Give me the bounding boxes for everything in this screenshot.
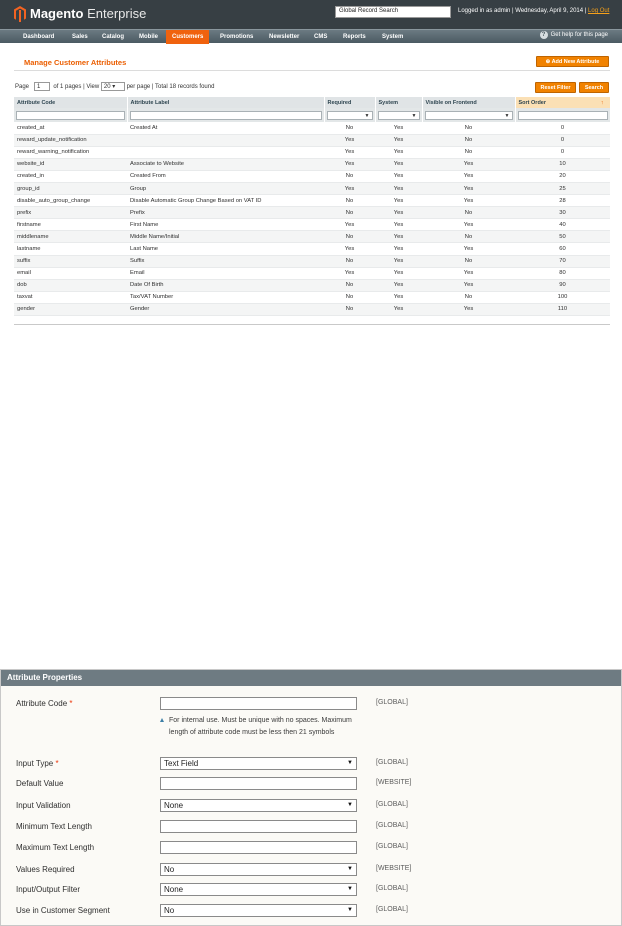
cell-required: No [324, 255, 375, 267]
help-text: Get help for this page [550, 32, 608, 38]
cell-system: Yes [375, 182, 422, 194]
cell-attribute-code: reward_warning_notification [14, 146, 127, 158]
brand-logo [30, 6, 146, 21]
cell-attribute-code: lastname [14, 243, 127, 255]
io-filter-scope: [GLOBAL] [376, 885, 408, 892]
sort-asc-icon: ↑ [600, 99, 604, 106]
dropdown-arrow-icon: ▼ [347, 802, 353, 808]
min-text-length-scope: [GLOBAL] [376, 822, 408, 829]
nav-promotions[interactable]: Promotions [220, 34, 254, 40]
help-icon: ? [540, 31, 548, 39]
attribute-code-label-text: Attribute Code [16, 699, 68, 708]
table-row[interactable] [14, 146, 610, 158]
default-value-label: Default Value [16, 779, 64, 788]
input-type-scope: [GLOBAL] [376, 759, 408, 766]
per-page-select[interactable]: 20 ▾ [101, 82, 125, 91]
input-validation-select[interactable] [160, 799, 357, 812]
cell-visible-frontend: No [422, 255, 515, 267]
col-attribute-code[interactable]: Attribute Code [14, 97, 127, 108]
customer-segment-scope: [GLOBAL] [376, 906, 408, 913]
page-input[interactable]: 1 [34, 82, 50, 91]
col-sort-order-label: Sort Order [518, 99, 547, 106]
values-required-value: No [164, 865, 175, 874]
cell-required: No [324, 170, 375, 182]
default-value-input[interactable] [160, 777, 357, 790]
global-search-input[interactable]: Global Record Search [335, 6, 451, 18]
cell-attribute-code: reward_update_notification [14, 134, 127, 146]
manage-attributes-screen [0, 0, 622, 329]
table-row[interactable] [14, 243, 610, 255]
nav-mobile[interactable]: Mobile [139, 34, 158, 40]
cell-attribute-label: Suffix [127, 255, 324, 267]
cell-system: Yes [375, 243, 422, 255]
table-row[interactable] [14, 219, 610, 231]
cell-system: Yes [375, 267, 422, 279]
default-value-scope: [WEBSITE] [376, 779, 412, 786]
attribute-code-scope: [GLOBAL] [376, 699, 408, 706]
attribute-properties-panel [0, 669, 622, 926]
cell-attribute-label: Gender [127, 303, 324, 315]
nav-catalog[interactable]: Catalog [102, 34, 125, 40]
cell-sort-order: 0 [515, 146, 610, 158]
cell-visible-frontend: No [422, 231, 515, 243]
cell-sort-order: 110 [515, 303, 610, 315]
cell-attribute-code: prefix [14, 207, 127, 219]
cell-sort-order: 100 [515, 291, 610, 303]
total-records: Total 18 records found [155, 84, 215, 91]
cell-visible-frontend: Yes [422, 182, 515, 194]
input-validation-label: Input Validation [16, 801, 71, 810]
cell-attribute-label: First Name [127, 219, 324, 231]
cell-required: No [324, 231, 375, 243]
dropdown-arrow-icon: ▼ [347, 866, 353, 872]
dropdown-arrow-icon: ▼ [347, 907, 353, 913]
table-row[interactable] [14, 134, 610, 146]
filter-visible-select[interactable] [425, 111, 513, 120]
cell-attribute-label: Created From [127, 170, 324, 182]
cell-attribute-code: gender [14, 303, 127, 315]
cell-attribute-label: Associate to Website [127, 158, 324, 170]
max-text-length-scope: [GLOBAL] [376, 843, 408, 850]
admin-header [0, 0, 622, 29]
note-arrow-icon [160, 718, 164, 722]
cell-system: Yes [375, 291, 422, 303]
values-required-scope: [WEBSITE] [376, 865, 412, 872]
cell-system: Yes [375, 170, 422, 182]
cell-visible-frontend: Yes [422, 219, 515, 231]
grid-bottom-rule [14, 324, 610, 325]
cell-visible-frontend: Yes [422, 170, 515, 182]
cell-visible-frontend: Yes [422, 158, 515, 170]
filter-sort-order[interactable] [518, 111, 608, 120]
io-filter-select[interactable] [160, 883, 357, 896]
note-text: For internal use. Must be unique with no spaces. Maximum length of attribute code must be less then 21 symbols [169, 717, 352, 736]
input-type-select[interactable] [160, 757, 357, 770]
customer-segment-label: Use in Customer Segment [16, 906, 110, 915]
dropdown-arrow-icon: ▼ [347, 760, 353, 766]
min-text-length-input[interactable] [160, 820, 357, 833]
cell-attribute-label: Disable Automatic Group Change Based on VAT ID [127, 195, 324, 207]
logout-link[interactable]: Log Out [588, 8, 610, 14]
cell-sort-order: 60 [515, 243, 610, 255]
cell-visible-frontend: Yes [422, 279, 515, 291]
table-row[interactable] [14, 291, 610, 303]
cell-required: No [324, 122, 375, 134]
cell-system: Yes [375, 279, 422, 291]
cell-required: No [324, 195, 375, 207]
max-text-length-input[interactable] [160, 841, 357, 854]
header-user-info: Logged in as admin | Wednesday, April 9, 2014 | Log Out [458, 8, 610, 14]
filter-system-select[interactable] [378, 111, 420, 120]
cell-sort-order: 70 [515, 255, 610, 267]
cell-attribute-code: suffix [14, 255, 127, 267]
cell-required: Yes [324, 146, 375, 158]
attributes-grid [14, 97, 611, 316]
cell-attribute-code: website_id [14, 158, 127, 170]
nav-newsletter[interactable]: Newsletter [269, 34, 300, 40]
brand-edition: Enterprise [87, 6, 147, 21]
cell-required: Yes [324, 182, 375, 194]
nav-system[interactable]: System [382, 34, 404, 40]
cell-required: No [324, 291, 375, 303]
logged-in-text: Logged in as admin [458, 8, 511, 14]
current-date: Wednesday, April 9, 2014 [515, 8, 584, 14]
cell-attribute-label: Last Name [127, 243, 324, 255]
table-row[interactable] [14, 195, 610, 207]
cell-sort-order: 0 [515, 134, 610, 146]
cell-required: No [324, 207, 375, 219]
add-new-attribute-button[interactable] [536, 56, 609, 67]
cell-system: Yes [375, 158, 422, 170]
of-pages: of 1 pages [53, 84, 82, 91]
cell-required: Yes [324, 267, 375, 279]
cell-visible-frontend: No [422, 291, 515, 303]
cell-attribute-code: disable_auto_group_change [14, 195, 127, 207]
cell-attribute-code: dob [14, 279, 127, 291]
grid-body [14, 122, 610, 316]
cell-required: No [324, 279, 375, 291]
cell-visible-frontend: No [422, 134, 515, 146]
io-filter-value: None [164, 885, 184, 894]
nav-dashboard[interactable]: Dashboard [23, 34, 55, 40]
input-type-value: Text Field [164, 759, 199, 768]
nav-reports[interactable]: Reports [343, 34, 366, 40]
attribute-code-input[interactable] [160, 697, 357, 710]
cell-visible-frontend: Yes [422, 267, 515, 279]
cell-sort-order: 80 [515, 267, 610, 279]
cell-system: Yes [375, 231, 422, 243]
cell-sort-order: 50 [515, 231, 610, 243]
cell-sort-order: 0 [515, 122, 610, 134]
cell-attribute-label [127, 134, 324, 146]
cell-visible-frontend: No [422, 207, 515, 219]
cell-visible-frontend: No [422, 146, 515, 158]
reset-filter-button[interactable]: Reset Filter [535, 82, 576, 93]
table-row[interactable] [14, 207, 610, 219]
per-page-value: 20 [103, 84, 111, 90]
cell-system: Yes [375, 207, 422, 219]
cell-attribute-code: group_id [14, 182, 127, 194]
add-icon: ⊕ [545, 59, 552, 65]
cell-attribute-label [127, 146, 324, 158]
max-text-length-label: Maximum Text Length [16, 843, 95, 852]
main-nav [0, 29, 622, 43]
cell-sort-order: 25 [515, 182, 610, 194]
input-type-label [16, 759, 59, 768]
cell-attribute-code: email [14, 267, 127, 279]
cell-attribute-label: Prefix [127, 207, 324, 219]
cell-attribute-label: Created At [127, 122, 324, 134]
page-title: Manage Customer Attributes [24, 58, 127, 67]
page-label: Page [15, 84, 30, 91]
table-row[interactable] [14, 267, 610, 279]
col-system[interactable]: System [375, 97, 422, 108]
io-filter-label: Input/Output Filter [16, 885, 81, 894]
filter-required-select[interactable] [327, 111, 373, 120]
cell-sort-order: 20 [515, 170, 610, 182]
attribute-code-note [160, 715, 360, 739]
cell-system: Yes [375, 303, 422, 315]
nav-sales[interactable]: Sales [72, 34, 88, 40]
cell-visible-frontend: Yes [422, 195, 515, 207]
magento-logo-icon [14, 6, 26, 22]
table-row[interactable] [14, 170, 610, 182]
cell-system: Yes [375, 146, 422, 158]
input-validation-scope: [GLOBAL] [376, 801, 408, 808]
customer-segment-select[interactable] [160, 904, 357, 917]
values-required-label: Values Required [16, 865, 75, 874]
cell-attribute-code: firstname [14, 219, 127, 231]
grid-filter-row [14, 108, 610, 122]
search-button[interactable]: Search [579, 82, 609, 93]
values-required-select[interactable] [160, 863, 357, 876]
brand-name: Magento [30, 6, 84, 21]
cell-system: Yes [375, 219, 422, 231]
cell-visible-frontend: Yes [422, 243, 515, 255]
required-mark: * [55, 759, 59, 768]
cell-attribute-code: taxvat [14, 291, 127, 303]
table-row[interactable] [14, 279, 610, 291]
col-sort-order[interactable] [515, 97, 610, 108]
col-attribute-label[interactable]: Attribute Label [127, 97, 324, 108]
cell-system: Yes [375, 134, 422, 146]
cell-attribute-code: created_in [14, 170, 127, 182]
cell-required: Yes [324, 219, 375, 231]
nav-customers[interactable]: Customers [166, 30, 209, 44]
col-required[interactable]: Required [324, 97, 375, 108]
cell-sort-order: 90 [515, 279, 610, 291]
filter-attribute-code[interactable] [16, 111, 125, 120]
cell-attribute-label: Email [127, 267, 324, 279]
per-page-label: per page [126, 84, 151, 91]
cell-system: Yes [375, 255, 422, 267]
add-button-label: Add New Attribute [551, 59, 600, 65]
attribute-code-label [16, 699, 73, 708]
table-row[interactable] [14, 122, 610, 134]
filter-attribute-label[interactable] [130, 111, 322, 120]
cell-attribute-code: created_at [14, 122, 127, 134]
cell-sort-order: 30 [515, 207, 610, 219]
nav-cms[interactable]: CMS [314, 34, 328, 40]
cell-attribute-label: Tax/VAT Number [127, 291, 324, 303]
cell-sort-order: 28 [515, 195, 610, 207]
cell-required: Yes [324, 243, 375, 255]
grid-header-row [14, 97, 610, 108]
grid-pager: Page 1 of 1 pages | View 20 ▾ per page | Total 18 records found [15, 84, 215, 91]
table-row[interactable] [14, 158, 610, 170]
cell-required: Yes [324, 158, 375, 170]
cell-required: Yes [324, 134, 375, 146]
cell-visible-frontend: Yes [422, 303, 515, 315]
customer-segment-value: No [164, 906, 175, 915]
cell-attribute-label: Date Of Birth [127, 279, 324, 291]
table-row[interactable] [14, 231, 610, 243]
view-label: View [86, 84, 100, 91]
input-validation-value: None [164, 801, 184, 810]
cell-system: Yes [375, 195, 422, 207]
cell-required: No [324, 303, 375, 315]
cell-sort-order: 40 [515, 219, 610, 231]
table-row[interactable] [14, 303, 610, 315]
table-row[interactable] [14, 182, 610, 194]
min-text-length-label: Minimum Text Length [16, 822, 92, 831]
section-title: Attribute Properties [1, 670, 621, 686]
cell-attribute-code: middlename [14, 231, 127, 243]
table-row[interactable] [14, 255, 610, 267]
required-mark: * [69, 699, 73, 708]
title-divider [14, 70, 610, 71]
dropdown-arrow-icon: ▼ [347, 886, 353, 892]
cell-visible-frontend: No [422, 122, 515, 134]
cell-attribute-label: Group [127, 182, 324, 194]
input-type-label-text: Input Type [16, 759, 54, 768]
cell-system: Yes [375, 122, 422, 134]
help-link[interactable] [540, 31, 608, 39]
cell-attribute-label: Middle Name/Initial [127, 231, 324, 243]
cell-sort-order: 10 [515, 158, 610, 170]
col-visible-frontend[interactable]: Visible on Frontend [422, 97, 515, 108]
